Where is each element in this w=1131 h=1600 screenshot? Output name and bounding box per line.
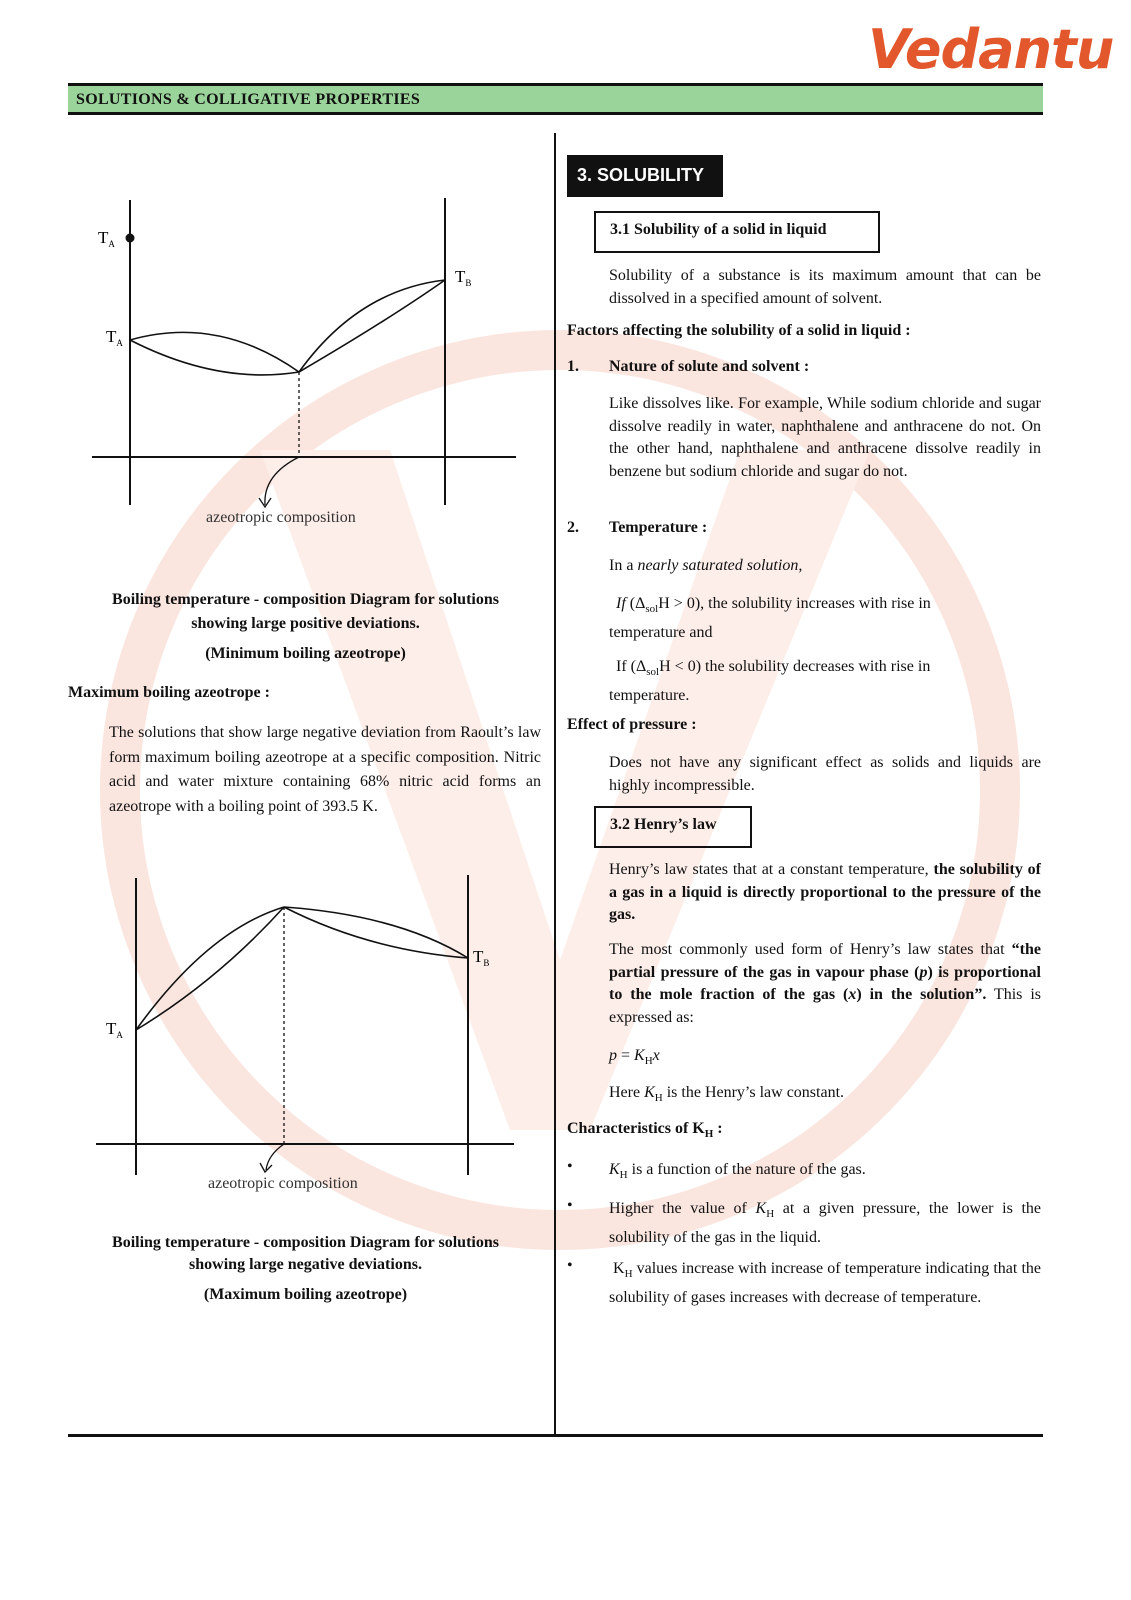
pressure-heading: Effect of pressure :: [567, 716, 697, 733]
section-title: 3. SOLUBILITY: [567, 155, 723, 197]
factor2-title: Temperature :: [609, 519, 708, 536]
subsection-3-1-heading: 3.1 Solubility of a solid in liquid: [594, 211, 880, 253]
max-azeotrope-heading: Maximum boiling azeotrope :: [68, 684, 270, 701]
factor1-number: 1.: [567, 358, 579, 375]
bullet-icon: •: [567, 1158, 573, 1175]
diagram2-caption: [68, 1231, 543, 1307]
henry-constant-note: Here $K_H$ is the Henry’s law constant.: [609, 1084, 845, 1104]
factor1-title: Nature of solute and solvent :: [609, 358, 810, 375]
chapter-band: [68, 86, 1043, 115]
kh-characteristic-3: $K_H$ values increase with increase of temperature indicating that the solubility of gases increases with decrease of temperature.: [609, 1260, 1041, 1306]
pressure-text: Does not have any significant effect as solids and liquids are highly incompressible.: [609, 754, 1041, 794]
endothermic-rule: If $(\Delta_{sol}H > 0)$, the solubility increases with rise in temperature and: [609, 595, 931, 641]
diagram2-azeo-label: azeotropic composition: [208, 1175, 358, 1192]
caption2-line3: (Maximum boiling azeotrope): [203, 1286, 408, 1303]
henry-equation: $p = K_Hx$: [609, 1047, 660, 1067]
bullet-icon: •: [567, 1197, 573, 1214]
diagram1-tb-label: $T_B$: [455, 267, 472, 288]
exothermic-rule: If $(\Delta_{sol}H < 0)$ the solubility decreases with rise in temperature.: [609, 658, 931, 704]
column-divider: [554, 133, 556, 1435]
factor2-number: 2.: [567, 519, 579, 536]
subsection-3-2-heading: 3.2 Henry’s law: [594, 806, 752, 848]
diagram2-ta-label: $T_A$: [106, 1019, 123, 1040]
diagram-positive-deviation: [68, 190, 543, 540]
caption1-line3: (Minimum boiling azeotrope): [205, 645, 406, 662]
factors-heading: Factors affecting the solubility of a solid in liquid :: [567, 322, 911, 339]
diagram-negative-deviation: [68, 870, 543, 1200]
diagram1-ta-top-label: $T_A$: [98, 228, 115, 249]
caption2-line2: showing large negative deviations.: [189, 1256, 422, 1273]
kh-characteristic-1: $K_H$ is a function of the nature of the gas.: [609, 1161, 866, 1181]
characteristics-heading: Characteristics of $K_H$ :: [567, 1120, 723, 1140]
caption1-line1: Boiling temperature - composition Diagram for solutions: [112, 591, 499, 608]
henry-common-form: The most commonly used form of Henry’s law states that “the partial pressure of the gas in vapour phase (p) is proportional to the mole fraction of the gas (x) in the solution”. This is expressed as:: [609, 941, 1041, 1026]
factor1-text: Like dissolves like. For example, While sodium chloride and sugar dissolve readily in water, naphthalene and anthracene do not. On the other hand, naphthalene and anthracene dissolve readily in benzene but sodium chloride and sugar do not.: [609, 395, 1041, 480]
henry-statement: Henry’s law states that at a constant temperature, the solubility of a gas in a liquid is directly proportional to the pressure of the gas.: [609, 861, 1041, 923]
caption2-line1: Boiling temperature - composition Diagram for solutions: [112, 1234, 499, 1251]
max-azeotrope-text: The solutions that show large negative deviation from Raoult’s law form maximum boiling azeotrope at a specific composition. Nitric acid and water mixture containing 68% nitric acid forms an azeotrope with a boiling point of 393.5 K.: [109, 724, 541, 815]
solubility-definition: Solubility of a substance is its maximum amount that can be dissolved in a specified amount of solvent.: [609, 267, 1041, 307]
kh-characteristic-2: Higher the value of $K_H$ at a given pressure, the lower is the solubility of the gas in the liquid.: [609, 1200, 1042, 1246]
diagram1-caption: [68, 588, 543, 666]
bullet-icon: •: [567, 1257, 573, 1274]
caption1-line2: showing large positive deviations.: [191, 615, 420, 632]
chapter-title: SOLUTIONS & COLLIGATIVE PROPERTIES: [76, 91, 421, 108]
diagram1-azeo-label: azeotropic composition: [206, 509, 356, 526]
footer-rule: [68, 1434, 1043, 1437]
temperature-intro: In a nearly saturated solution,: [609, 557, 803, 574]
vedantu-logo: Vedantu: [868, 18, 1114, 81]
diagram1-ta-low-label: $T_A$: [106, 327, 123, 348]
diagram2-tb-label: $T_B$: [473, 947, 490, 968]
